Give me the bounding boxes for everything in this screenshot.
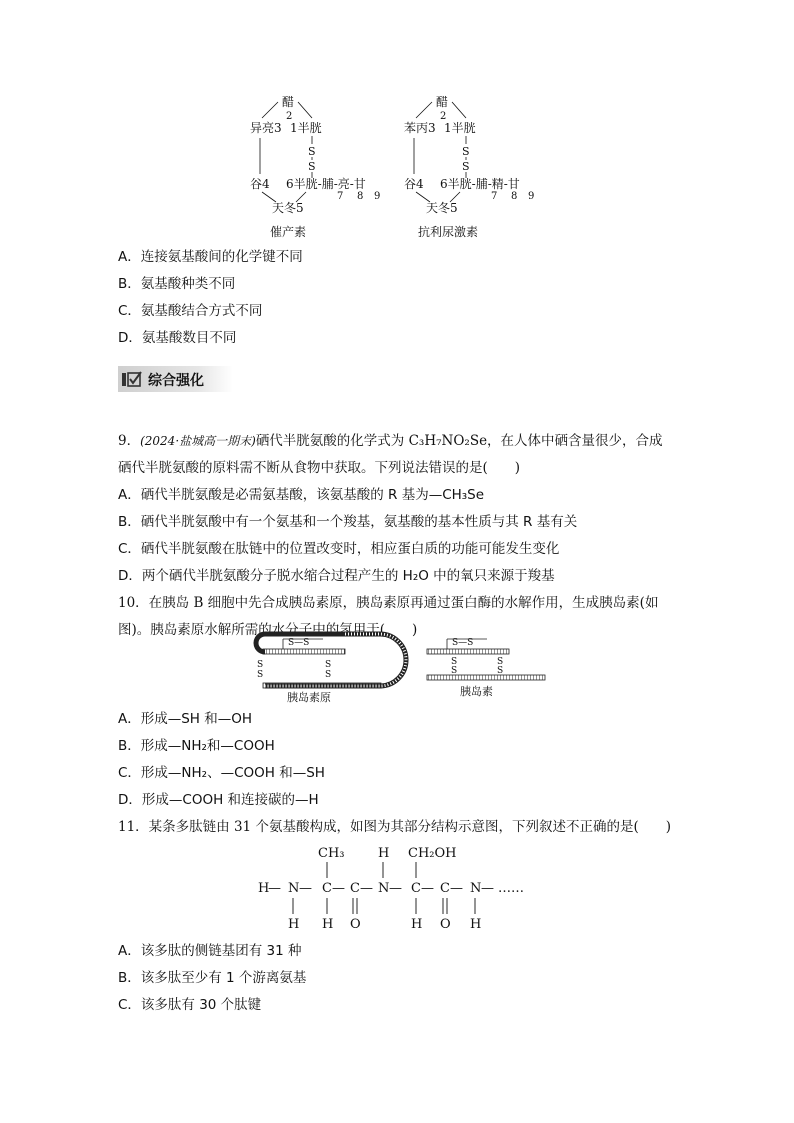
disulfide-s: S: [497, 657, 504, 667]
disulfide-label: S—S: [452, 638, 474, 648]
disulfide-s: S: [325, 660, 332, 670]
q10-stem-line2: 图)。胰岛素原水解所需的水分子中的氢用于( ): [118, 622, 418, 638]
residue-top: 醋: [436, 95, 449, 109]
n-atom: N: [470, 881, 482, 896]
residue-bottom: 天冬5: [426, 201, 458, 215]
o-atom: O: [350, 917, 361, 932]
h-atom: H: [322, 917, 334, 932]
peptide-formula: [252, 842, 552, 934]
q11-stem: 11．某条多肽链由 31 个氨基酸构成，如图为其部分结构示意图，下列叙述不正确的是( ): [118, 819, 671, 835]
bond: —: [421, 881, 434, 896]
figure-caption: 胰岛素原: [287, 691, 331, 703]
oxytocin-structure: [250, 94, 380, 239]
q10-option-c[interactable]: C．形成—NH₂、—COOH 和—SH: [118, 765, 325, 781]
q9-source: (2024·盐城高一期末): [140, 434, 256, 448]
bond: —: [360, 881, 373, 896]
o-atom: O: [440, 917, 451, 932]
q9-option-c[interactable]: C．硒代半胱氨酸在肽链中的位置改变时，相应蛋白质的功能可能发生变化: [118, 541, 560, 557]
bond: —: [268, 881, 281, 896]
q9-number: 9．: [118, 433, 141, 449]
chain-continuation: ……: [498, 881, 524, 896]
q10-stem-line1: 10．在胰岛 B 细胞中先合成胰岛素原，胰岛素原再通过蛋白酶的水解作用，生成胰岛素(如: [118, 595, 659, 611]
q9-option-a[interactable]: A．硒代半胱氨酸是必需氨基酸，该氨基酸的 R 基为—CH₃Se: [118, 487, 485, 503]
chain-num: 8: [357, 191, 364, 202]
chain-num: 8: [511, 191, 518, 202]
q11-option-c[interactable]: C．该多肽有 30 个肽键: [118, 997, 262, 1013]
h-atom: H: [470, 917, 482, 932]
h-atom: H: [411, 917, 423, 932]
insulin-diagram: [427, 638, 545, 698]
q8-option-c[interactable]: C．氨基酸结合方式不同: [118, 303, 263, 319]
residue-bottom: 天冬5: [272, 201, 304, 215]
residue-left-mid: 苯丙3: [404, 121, 436, 135]
chain-num: 9: [528, 191, 535, 202]
bond: —: [450, 881, 463, 896]
hormone-structure-figure: [240, 92, 560, 247]
residue-left-mid: 异亮3: [250, 121, 282, 135]
bond: —: [299, 881, 312, 896]
ch3-group: CH₃: [318, 846, 345, 861]
figure-caption: 胰岛素: [460, 685, 493, 698]
bond: —: [389, 881, 402, 896]
disulfide-s: S: [325, 670, 332, 680]
chain-num: 7: [491, 191, 498, 202]
c-atom: C: [350, 881, 360, 896]
disulfide-s: S: [462, 145, 470, 158]
figure-caption: 催产素: [270, 225, 307, 239]
c-atom: C: [322, 881, 332, 896]
n-atom: N: [288, 881, 300, 896]
disulfide-s: S: [462, 160, 470, 173]
disulfide-s: S: [257, 670, 264, 680]
c-atom: C: [440, 881, 450, 896]
residue-bottom-left: 谷4: [404, 177, 424, 191]
proinsulin-diagram: [256, 634, 406, 703]
disulfide-s: S: [451, 666, 458, 676]
c-atom: C: [411, 881, 421, 896]
residue-num: 2: [440, 111, 447, 122]
q8-option-b[interactable]: B．氨基酸种类不同: [118, 276, 236, 292]
disulfide-label: S—S: [288, 638, 310, 648]
bond: —: [481, 881, 494, 896]
disulfide-s: S: [308, 160, 316, 173]
disulfide-s: S: [257, 660, 264, 670]
disulfide-s: S: [451, 657, 458, 667]
residue-chain: 6半胱-脯-精-甘: [440, 177, 520, 191]
section-title: 综合强化: [148, 373, 204, 389]
q11-option-b[interactable]: B．该多肽至少有 1 个游离氨基: [118, 970, 307, 986]
q9-option-b[interactable]: B．硒代半胱氨酸中有一个氨基和一个羧基，氨基酸的基本性质与其 R 基有关: [118, 514, 578, 530]
h-atom: H: [378, 846, 390, 861]
residue-right-mid: 1半胱: [444, 121, 476, 135]
q9-option-d[interactable]: D．两个硒代半胱氨酸分子脱水缩合过程产生的 H₂O 中的氧只来源于羧基: [118, 568, 555, 584]
residue-bottom-left: 谷4: [250, 177, 270, 191]
q8-option-d[interactable]: D．氨基酸数目不同: [118, 330, 237, 346]
q11-option-a[interactable]: A．该多肽的侧链基团有 31 种: [118, 943, 302, 959]
q9-stem-text: 硒代半胱氨酸的化学式为 C₃H₇NO₂Se，在人体中硒含量很少，合成: [255, 433, 663, 449]
vasopressin-structure: [404, 94, 534, 239]
q10-option-b[interactable]: B．形成—NH₂和—COOH: [118, 738, 275, 754]
chain-num: 9: [374, 191, 381, 202]
n-atom: N: [378, 881, 390, 896]
residue-top: 醋: [282, 95, 295, 109]
residue-chain: 6半胱-脯-亮-甘: [286, 177, 366, 191]
checkbox-icon: [121, 370, 143, 388]
q10-option-d[interactable]: D．形成—COOH 和连接碳的—H: [118, 792, 319, 808]
q10-option-a[interactable]: A．形成—SH 和—OH: [118, 711, 253, 727]
residue-num: 2: [286, 111, 293, 122]
q9-stem-line1: [118, 432, 663, 450]
q9-stem-line2: 硒代半胱氨酸的原料需不断从食物中获取。下列说法错误的是( ): [118, 460, 521, 476]
bond: —: [332, 881, 345, 896]
insulin-figure: [245, 625, 555, 703]
chain-num: 7: [337, 191, 344, 202]
ch2oh-group: CH₂OH: [408, 846, 457, 861]
q8-option-a[interactable]: A．连接氨基酸间的化学键不同: [118, 249, 303, 265]
h-atom: H: [288, 917, 300, 932]
disulfide-s: S: [497, 666, 504, 676]
h-atom: H: [258, 881, 270, 896]
residue-right-mid: 1半胱: [290, 121, 322, 135]
figure-caption: 抗利尿激素: [418, 225, 479, 239]
disulfide-s: S: [308, 145, 316, 158]
